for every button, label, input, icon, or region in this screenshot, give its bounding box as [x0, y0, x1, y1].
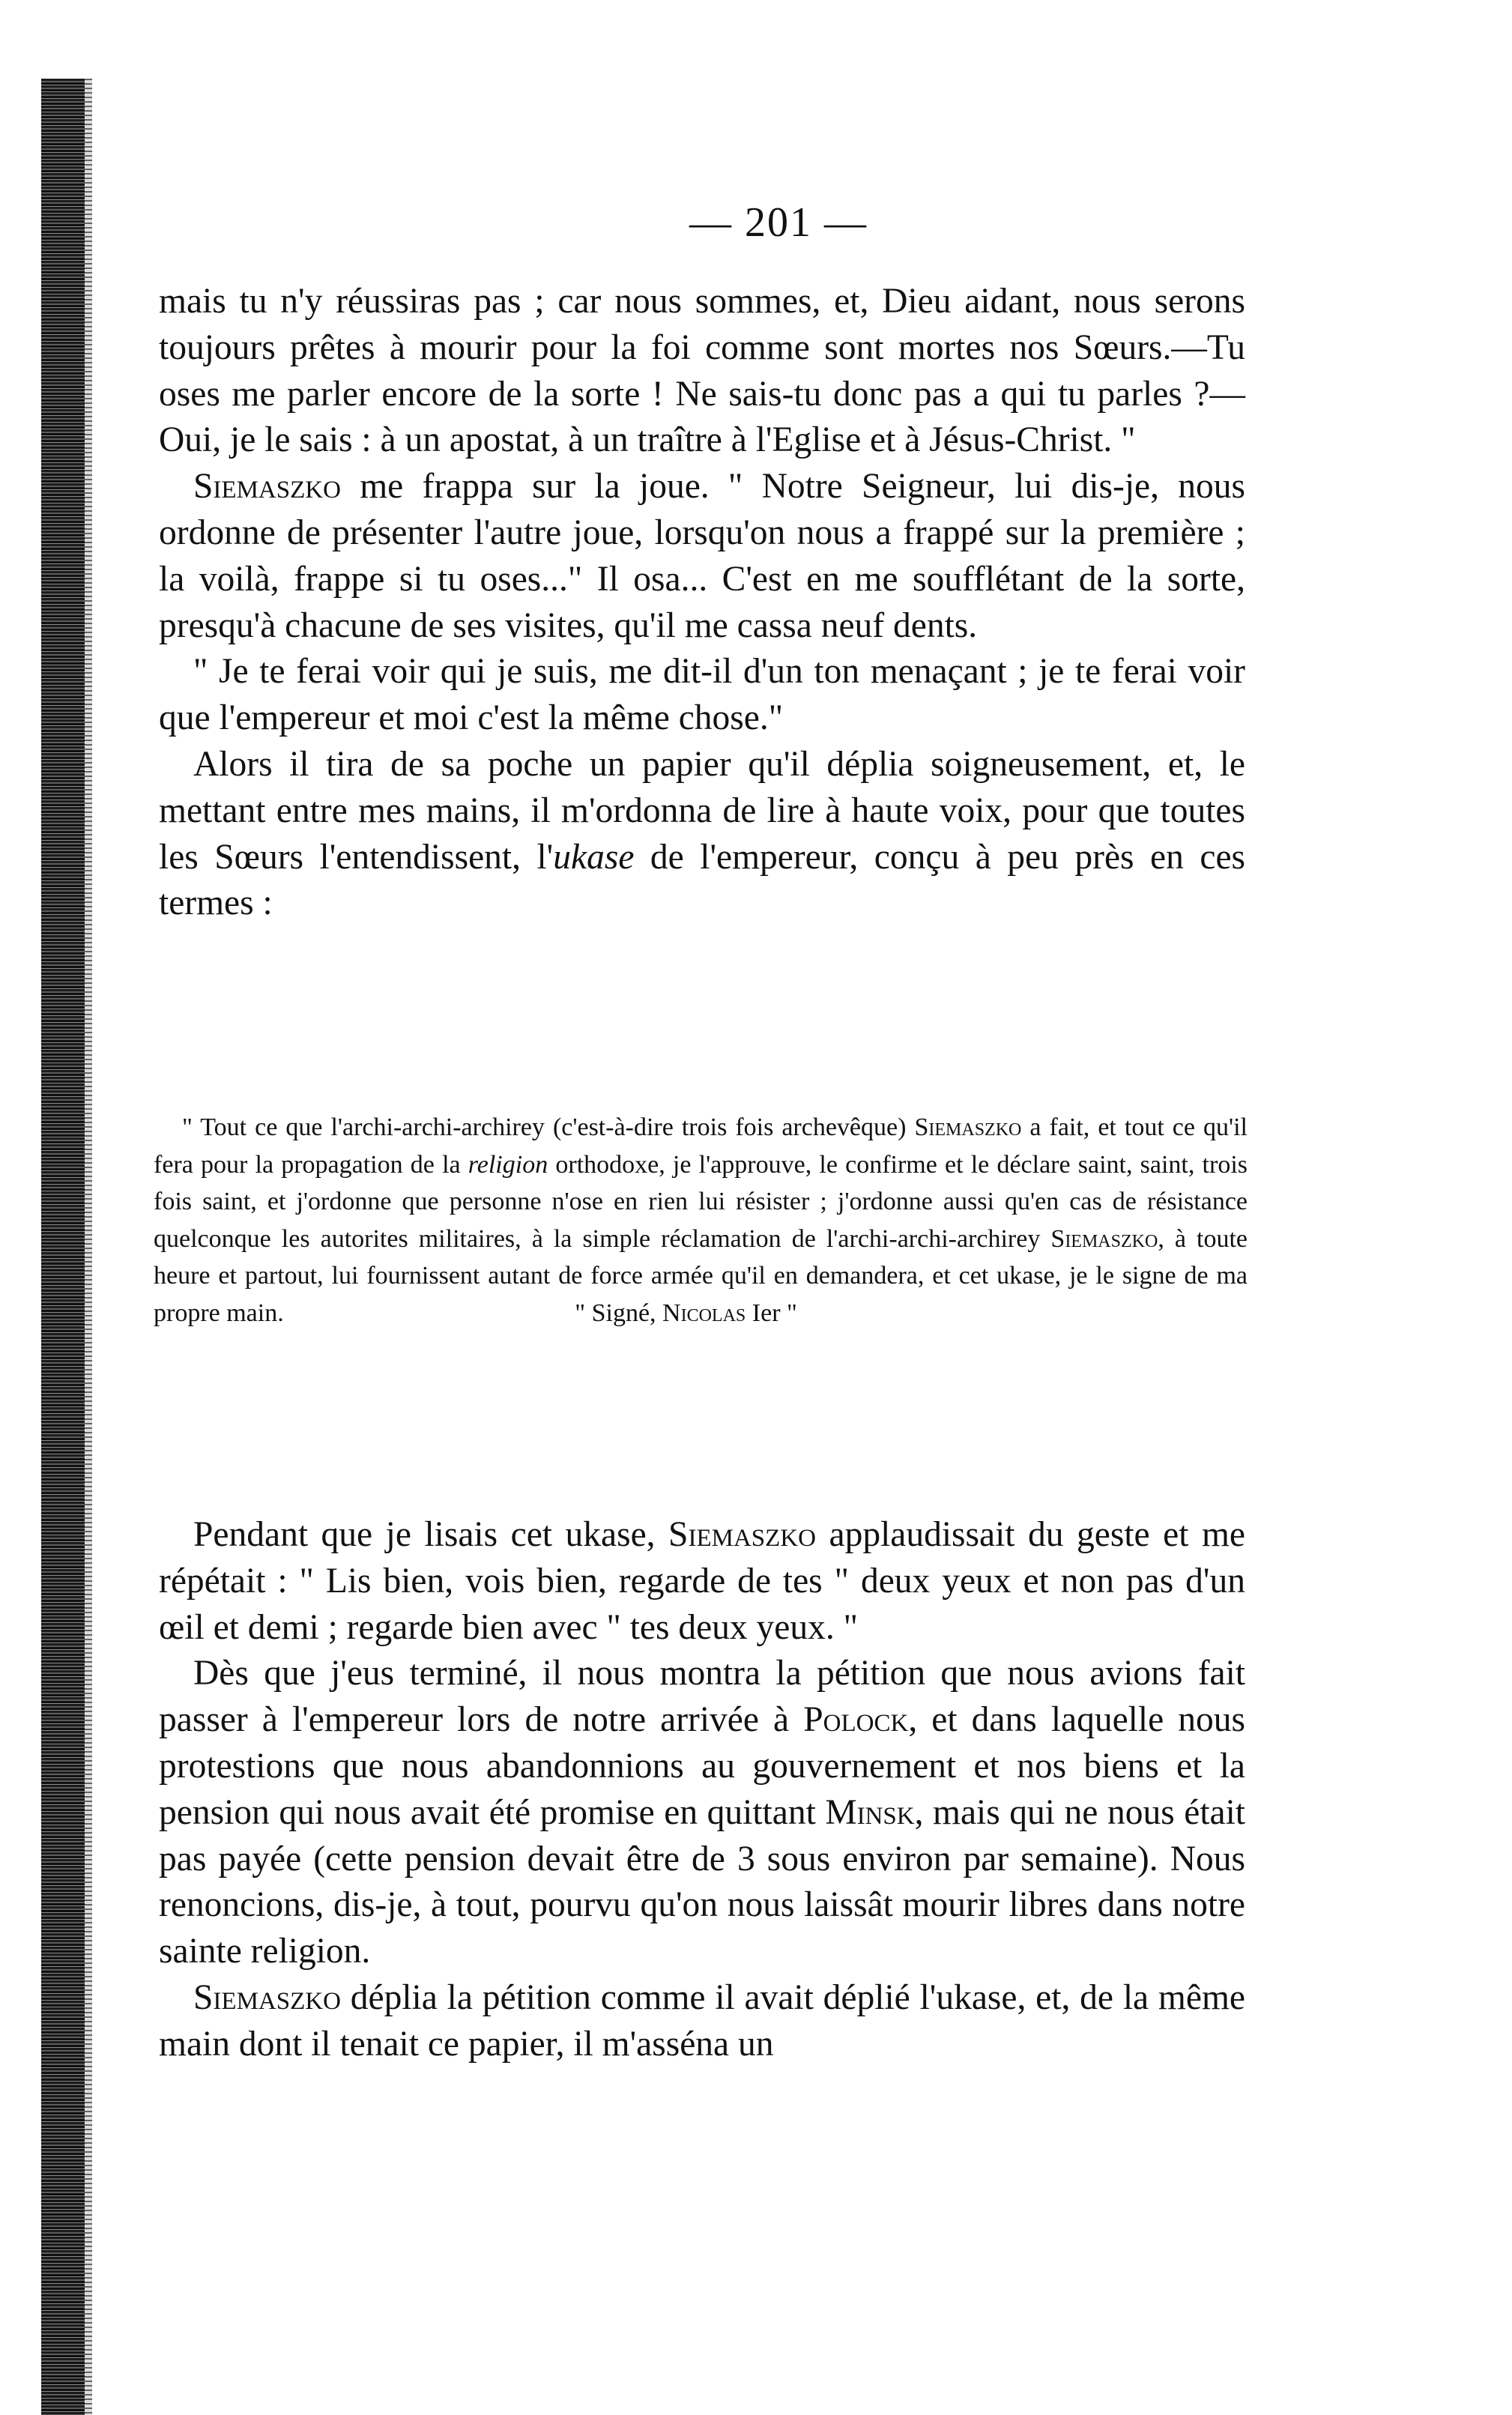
place-name: Minsk: [825, 1792, 915, 1832]
paragraph-reading: [159, 1512, 1245, 1651]
ukase-fragment: , à toute heure et partout, lui fournissent autant de force armée qu'il en demandera, et cet ukase, je le signe de ma propre main.: [154, 1224, 1248, 1327]
paragraph-text: Alors il tira de sa poche un papier qu'il déplia soigneusement, et, le mettant entre mes mains, il m'ordonna de lire à haute voix, pour que toutes les Sœurs l'entendissent, l': [159, 744, 1245, 877]
paragraph-text: mais tu n'y réussiras pas ; car nous sommes, et, Dieu aidant, nous serons toujours prêtes à mourir pour la foi comme sont mortes nos Sœurs.—Tu oses me parler encore de la sorte ! Ne sais-tu donc pas a qui tu parles ?—Oui, je le sais : à un apostat, à un traître à l'Eglise et à Jésus-Christ. ": [159, 282, 1245, 460]
paragraph-text: me frappa sur la joue. " Notre Seigneur, lui dis-je, nous ordonne de présenter l'autre joue, lorsqu'on nous a frappé sur la première ; la voilà, frappe si tu oses..." Il osa... C'est en me soufflétant de la sorte, presqu'à chacune de ses visites, qu'il me cassa neuf dents.: [159, 467, 1245, 645]
page-number: — 201 —: [689, 199, 868, 246]
paragraph-continuation: [159, 279, 1245, 464]
passage-top: [159, 279, 1245, 927]
signature-text: " Signé,: [575, 1299, 663, 1327]
paragraph-threat: [159, 649, 1245, 742]
passage-bottom: [159, 1512, 1245, 2068]
paragraph-text: de l'empereur, conçu à peu près en ces termes :: [159, 837, 1246, 923]
person-name: Siemaszko: [668, 1515, 816, 1554]
paragraph-text: , mais qui ne nous était pas payée (cette pension devait être de 3 sous environ par semaine). Nous renoncions, dis-je, à tout, pourvu qu'on nous laissât mourir libres dans notre sainte religion.: [159, 1792, 1246, 1971]
person-name: Siemaszko: [193, 1977, 341, 2017]
paragraph-text: " Je te ferai voir qui je suis, me dit-il d'un ton menaçant ; je te ferai voir que l'empereur et moi c'est la même chose.": [159, 652, 1245, 738]
paragraph-paper: [159, 742, 1245, 927]
ukase-fragment: orthodoxe, je l'approuve, le confirme et le déclare saint, saint, trois fois saint, et j'ordonne que personne n'ose en rien lui résister ; j'ordonne aussi qu'en cas de résistance quelconque les autorites militaires, à la simple réclamation de l'archi-archi-archirey: [154, 1150, 1248, 1253]
paragraph-text: applaudissait du geste et me répétait : " Lis bien, vois bien, regarde de tes " deux yeux et non pas d'un œil et demi ; regarde bien avec " tes deux yeux. ": [159, 1515, 1245, 1647]
signer-name: Nicolas: [662, 1299, 746, 1327]
paragraph-final: [159, 1975, 1245, 2068]
ukase-text: [154, 1109, 1248, 1332]
ukase-fragment: " Tout ce que l'archi-archi-archirey (c'est-à-dire trois fois archevêque): [182, 1113, 915, 1141]
paragraph-text: Dès que j'eus terminé, il nous montra la pétition que nous avions fait passer à l'empereur lors de notre arrivée à: [159, 1654, 1245, 1740]
italic-term: religion: [468, 1150, 548, 1179]
paragraph-text: déplia la pétition comme il avait déplié l'ukase, et, de la même main dont il tenait ce papier, il m'asséna un: [159, 1977, 1245, 2064]
signature-text: Ier ": [746, 1299, 797, 1327]
person-name: Siemaszko: [1050, 1224, 1158, 1253]
book-binding-edge: [41, 79, 85, 2415]
paragraph-text: , et dans laquelle nous protestions que nous abandonnions au gouvernement et nos biens et la pension qui nous avait été promise en quittant: [159, 1700, 1245, 1832]
person-name: Siemaszko: [193, 467, 341, 507]
ukase-fragment: a fait, et tout ce qu'il fera pour la propagation de la: [154, 1113, 1248, 1179]
person-name: Siemaszko: [914, 1113, 1022, 1141]
paragraph-slap: [159, 464, 1245, 649]
ukase-quote: [154, 1109, 1248, 1332]
paragraph-text: Pendant que je lisais cet ukase,: [193, 1515, 669, 1554]
italic-term: ukase: [553, 837, 635, 877]
paragraph-petition: [159, 1651, 1245, 1975]
place-name: Polock: [803, 1700, 909, 1740]
